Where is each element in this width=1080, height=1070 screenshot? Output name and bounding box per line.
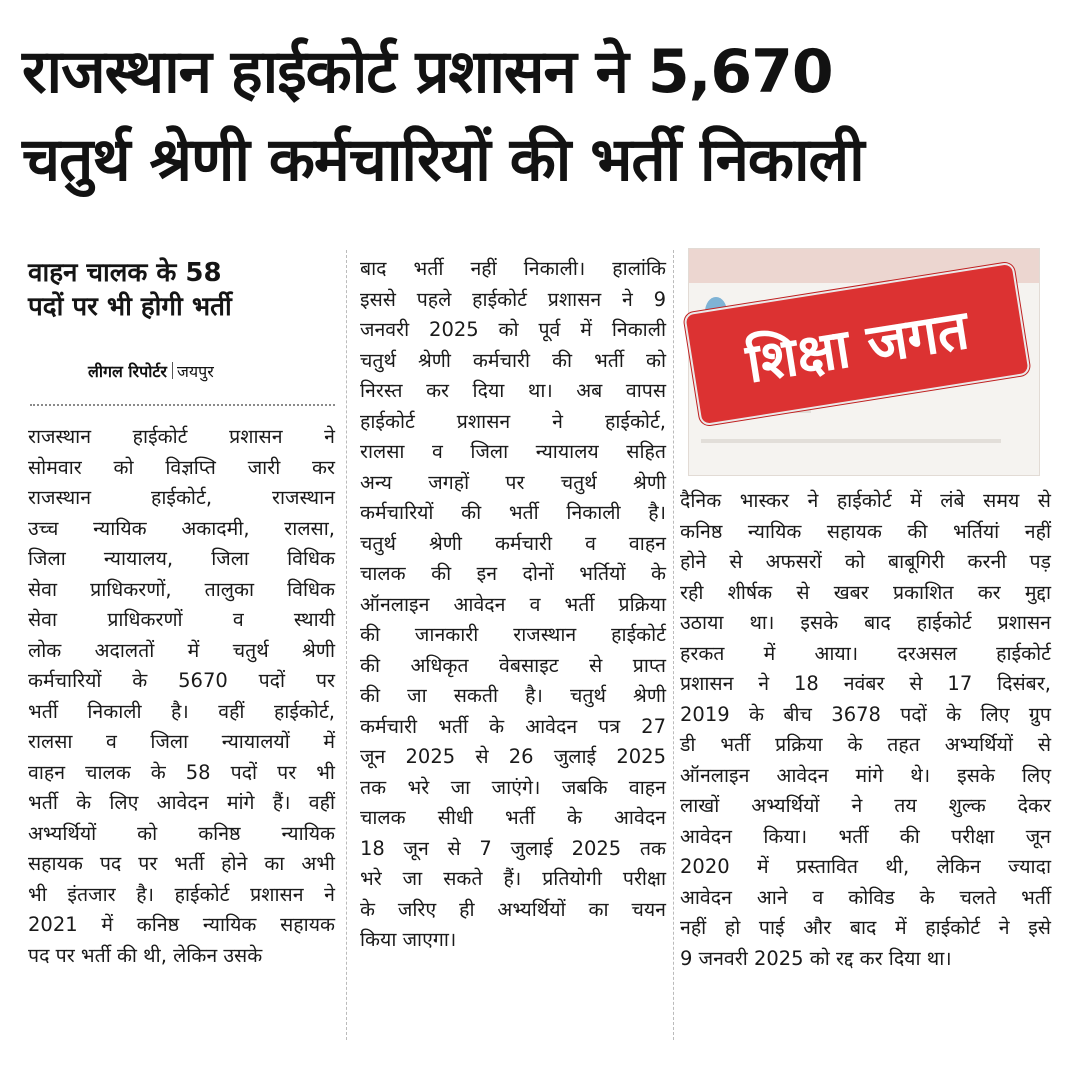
article-line: 2021 में कनिष्ठ न्यायिक सहायक: [28, 913, 335, 936]
article-line: भर्ती निकाली है। वहीं हाईकोर्ट,: [28, 699, 335, 723]
byline-reporter: लीगल रिपोर्टर: [88, 362, 167, 381]
column-divider-2: [673, 250, 675, 1040]
article-line: राजस्थान हाईकोर्ट प्रशासन ने: [28, 425, 335, 448]
article-line: सहायक पद पर भर्ती होने का अभी: [28, 852, 335, 875]
article-line: निरस्त कर दिया था। अब वापस: [360, 379, 666, 402]
article-line: भरे जा सकते हैं। प्रतियोगी परीक्षा: [360, 867, 666, 890]
article-line: 2019 के बीच 3678 पदों के लिए ग्रुप: [680, 702, 1051, 726]
article-line: तक भरे जा जाएंगे। जबकि वाहन: [360, 775, 666, 799]
byline-separator: [172, 362, 173, 379]
article-line: कर्मचारियों के 5670 पदों पर: [28, 669, 335, 692]
headline-line-2: चतुर्थ श्रेणी कर्मचारियों की भर्ती निकाली: [22, 125, 864, 195]
article-line: भर्ती के लिए आवेदन मांगे हैं। वहीं: [28, 791, 335, 814]
stamp-text: शिक्षा जगत: [742, 297, 973, 396]
byline-city: जयपुर: [176, 362, 214, 381]
article-line: दैनिक भास्कर ने हाईकोर्ट में लंबे समय से: [680, 489, 1051, 512]
article-line: हरकत में आया। दरअसल हाईकोर्ट: [680, 641, 1051, 665]
clipping-text-line: [701, 439, 1001, 443]
article-line: अन्य जगहों पर चतुर्थ श्रेणी: [360, 470, 666, 494]
article-line: राजस्थान हाईकोर्ट, राजस्थान: [28, 486, 335, 509]
article-line: डी भर्ती प्रक्रिया के तहत अभ्यर्थियों से: [680, 733, 1051, 756]
article-line: लोक अदालतों में चतुर्थ श्रेणी: [28, 638, 335, 662]
article-line: की जानकारी राजस्थान हाईकोर्ट: [360, 623, 666, 646]
article-line: प्रशासन ने 18 नवंबर से 17 दिसंबर,: [680, 672, 1051, 695]
article-line: होने से अफसरों को बाबूगिरी करनी पड़: [680, 550, 1051, 573]
article-line: भी इंतजार है। हाईकोर्ट प्रशासन ने: [28, 882, 335, 906]
article-line: आवेदन किया। भर्ती की परीक्षा जून: [680, 824, 1051, 848]
article-line: इससे पहले हाईकोर्ट प्रशासन ने 9: [360, 287, 666, 311]
article-line: 2020 में प्रस्तावित थी, लेकिन ज्यादा: [680, 855, 1051, 878]
article-line: चालक सीधी भर्ती के आवेदन: [360, 806, 666, 829]
article-column-3: [680, 486, 1051, 974]
article-line: आवेदन आने व कोविड के चलते भर्ती: [680, 885, 1051, 909]
column-divider-1: [346, 250, 348, 1040]
article-line: की जा सकती है। चतुर्थ श्रेणी: [360, 684, 666, 707]
article-line: कर्मचारी भर्ती के आवेदन पत्र 27: [360, 714, 666, 738]
article-line: उच्च न्यायिक अकादमी, रालसा,: [28, 516, 335, 540]
article-line: 9 जनवरी 2025 को रद्द कर दिया था।: [680, 946, 952, 970]
article-line: सोमवार को विज्ञप्ति जारी कर: [28, 455, 335, 479]
dotted-divider: [30, 404, 335, 406]
article-line: कनिष्ठ न्यायिक सहायक की भर्तियां नहीं: [680, 519, 1051, 543]
byline: [88, 360, 214, 382]
article-line: हाईकोर्ट प्रशासन ने हाईकोर्ट,: [360, 409, 666, 433]
article-line: सेवा प्राधिकरणों व स्थायी: [28, 608, 335, 631]
article-line: सेवा प्राधिकरणों, तालुका विधिक: [28, 577, 335, 601]
article-line: चतुर्थ श्रेणी कर्मचारी की भर्ती को: [360, 348, 666, 372]
article-line: किया जाएगा।: [360, 928, 457, 951]
article-line: जून 2025 से 26 जुलाई 2025: [360, 745, 666, 768]
article-line: ऑनलाइन आवेदन व भर्ती प्रक्रिया: [360, 592, 666, 616]
article-line: चतुर्थ श्रेणी कर्मचारी व वाहन: [360, 531, 666, 555]
article-line: नहीं हो पाई और बाद में हाईकोर्ट ने इसे: [680, 916, 1051, 939]
article-line: जनवरी 2025 को पूर्व में निकाली: [360, 318, 666, 341]
subheadline-line-1: वाहन चालक के 58: [28, 258, 222, 288]
article-line: जिला न्यायालय, जिला विधिक: [28, 547, 335, 570]
article-line: वाहन चालक के 58 पदों पर भी: [28, 760, 335, 784]
article-line: पद पर भर्ती की थी, लेकिन उसके: [28, 943, 263, 967]
subheadline-line-2: पदों पर भी होगी भर्ती: [28, 292, 232, 322]
article-line: ऑनलाइन आवेदन मांगे थे। इसके लिए: [680, 763, 1051, 787]
article-line: की अधिकृत वेबसाइट से प्राप्त: [360, 653, 666, 677]
article-line: उठाया था। इसके बाद हाईकोर्ट प्रशासन: [680, 611, 1051, 634]
article-line: कर्मचारियों की भर्ती निकाली है।: [360, 501, 666, 524]
headline: [22, 28, 1062, 204]
article-line: बाद भर्ती नहीं निकाली। हालांकि: [360, 257, 666, 280]
article-line: चालक की इन दोनों भर्तियों के: [360, 562, 666, 585]
article-line: अभ्यर्थियों को कनिष्ठ न्यायिक: [28, 821, 335, 845]
article-line: के जरिए ही अभ्यर्थियों का चयन: [360, 897, 666, 921]
article-column-2: [360, 254, 666, 956]
article-line: 18 जून से 7 जुलाई 2025 तक: [360, 836, 666, 860]
article-line: रालसा व जिला न्यायालय सहित: [360, 440, 666, 463]
article-line: रही शीर्षक से खबर प्रकाशित कर मुद्दा: [680, 580, 1051, 604]
article-column-1: [28, 422, 335, 971]
article-line: रालसा व जिला न्यायालयों में: [28, 730, 335, 753]
article-line: लाखों अभ्यर्थियों ने तय शुल्क देकर: [680, 794, 1051, 817]
subheadline: [28, 256, 328, 324]
headline-line-1: राजस्थान हाईकोर्ट प्रशासन ने 5,670: [22, 37, 833, 107]
